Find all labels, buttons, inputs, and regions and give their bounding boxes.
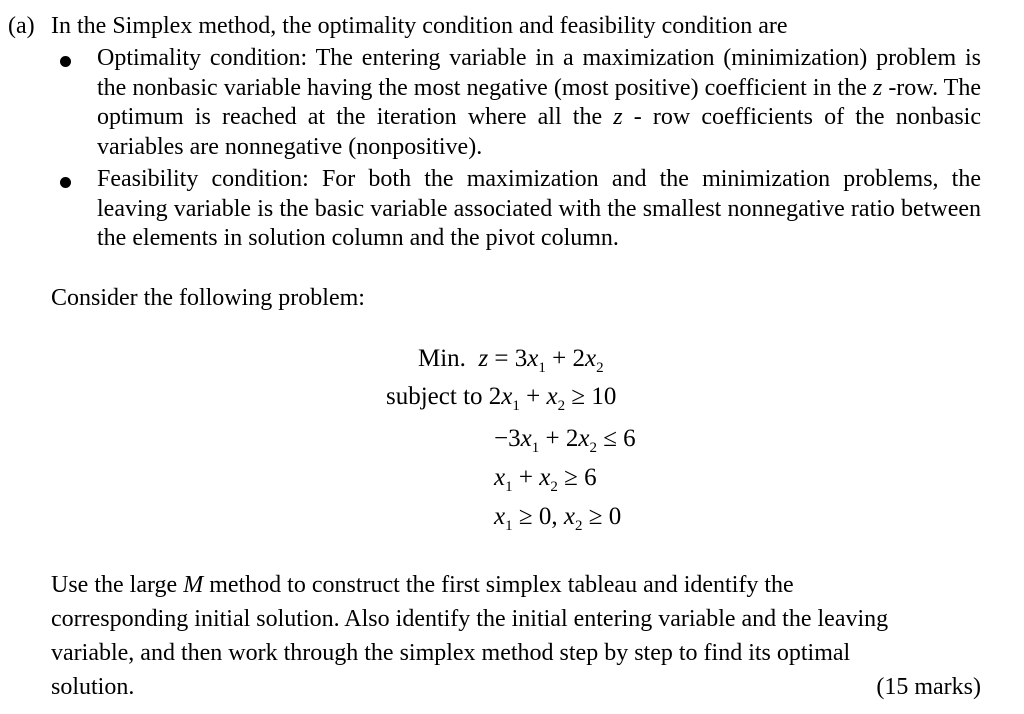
marks-label: (15 marks) — [876, 674, 981, 700]
objective-row: Min. $z = 3x_1 + 2x_2$ — [418, 345, 604, 376]
question-intro: In the Simplex method, the optimality condition and feasibility condition are — [51, 13, 788, 39]
constraint-row-2: $-3x_1 + 2x_2 \le 6$ — [494, 425, 636, 456]
constraint-row-1: subject to $2x_1 + x_2 \ge 10$ — [386, 383, 617, 414]
constraint-row-3: $x_1 + x_2 \ge 6$ — [494, 464, 597, 495]
instruction-line-3: variable, and then work through the simplex method step by step to find its optimal — [51, 640, 851, 666]
instruction-line-4: solution. (15 marks) — [51, 670, 981, 704]
bullet-dot-1 — [60, 56, 71, 67]
bullet-optimality: Optimality condition: The entering variable in a maximization (minimization) problem is the nonbasic variable having the most negative (most positive) coefficient in the z -row. The optimum is reached at the iteration where all the z - row coefficients of the nonbasic variables are nonnegative (nonpositive). — [97, 45, 982, 160]
question-label: (a) — [8, 13, 35, 39]
nonnegativity-row: $x_1 \ge 0$, $x_2 \ge 0$ — [494, 503, 622, 534]
bullet-feasibility: Feasibility condition: For both the maximization and the minimization problems, the leaving variable is the basic variable associated with the smallest nonnegative ratio between the elements in solution column and the pivot column. — [97, 166, 981, 251]
instruction-line-2: corresponding initial solution. Also identify the initial entering variable and the leaving — [51, 606, 889, 632]
consider-text: Consider the following problem: — [51, 285, 365, 311]
bullet-dot-2 — [60, 177, 71, 188]
instruction-paragraph — [51, 568, 981, 704]
instruction-line-1: Use the large M method to construct the first simplex tableau and identify the — [51, 572, 794, 598]
